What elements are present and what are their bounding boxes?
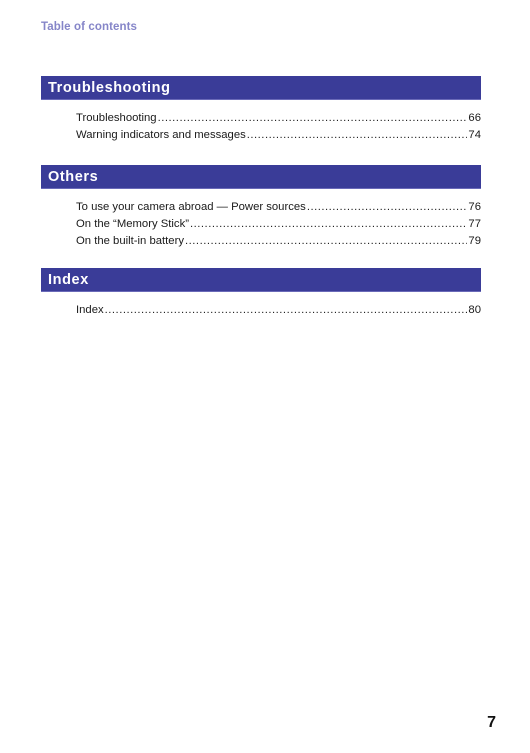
section-header-bar [41, 165, 481, 189]
section-header-bar [41, 76, 481, 100]
entry-page-number: 66 [468, 112, 481, 124]
dot-leader [307, 199, 468, 216]
toc-entry-index[interactable] [76, 302, 481, 319]
entry-page-number: 74 [468, 129, 481, 141]
toc-entry-memory-stick[interactable] [76, 216, 481, 233]
entry-label: Troubleshooting [76, 112, 157, 124]
entry-list [41, 302, 481, 319]
section-header-bar [41, 268, 481, 292]
section-others [41, 165, 481, 250]
entry-page-number: 79 [468, 235, 481, 247]
entry-label: To use your camera abroad — Power sources [76, 201, 306, 213]
entry-label: Index [76, 304, 104, 316]
table-of-contents-link[interactable]: Table of contents [41, 21, 138, 33]
entry-page-number: 77 [468, 218, 481, 230]
entry-label: Warning indicators and messages [76, 129, 246, 141]
section-index [41, 268, 481, 319]
entry-list [41, 199, 481, 250]
dot-leader [247, 127, 468, 144]
section-title: Troubleshooting [48, 79, 171, 96]
dot-leader [105, 302, 468, 319]
dot-leader [185, 233, 467, 250]
dot-leader [190, 216, 467, 233]
dot-leader [158, 110, 468, 127]
section-title: Index [48, 271, 89, 288]
entry-label: On the “Memory Stick” [76, 218, 189, 230]
toc-entry-built-in-battery[interactable] [76, 233, 481, 250]
toc-entry-warning-indicators[interactable] [76, 127, 481, 144]
entry-page-number: 76 [468, 201, 481, 213]
toc-entry-power-sources[interactable] [76, 199, 481, 216]
entry-list [41, 110, 481, 144]
entry-page-number: 80 [468, 304, 481, 316]
section-title: Others [48, 168, 99, 185]
toc-entry-troubleshooting[interactable] [76, 110, 481, 127]
page-number: 7 [487, 714, 496, 731]
section-troubleshooting [41, 76, 481, 144]
entry-label: On the built-in battery [76, 235, 185, 247]
